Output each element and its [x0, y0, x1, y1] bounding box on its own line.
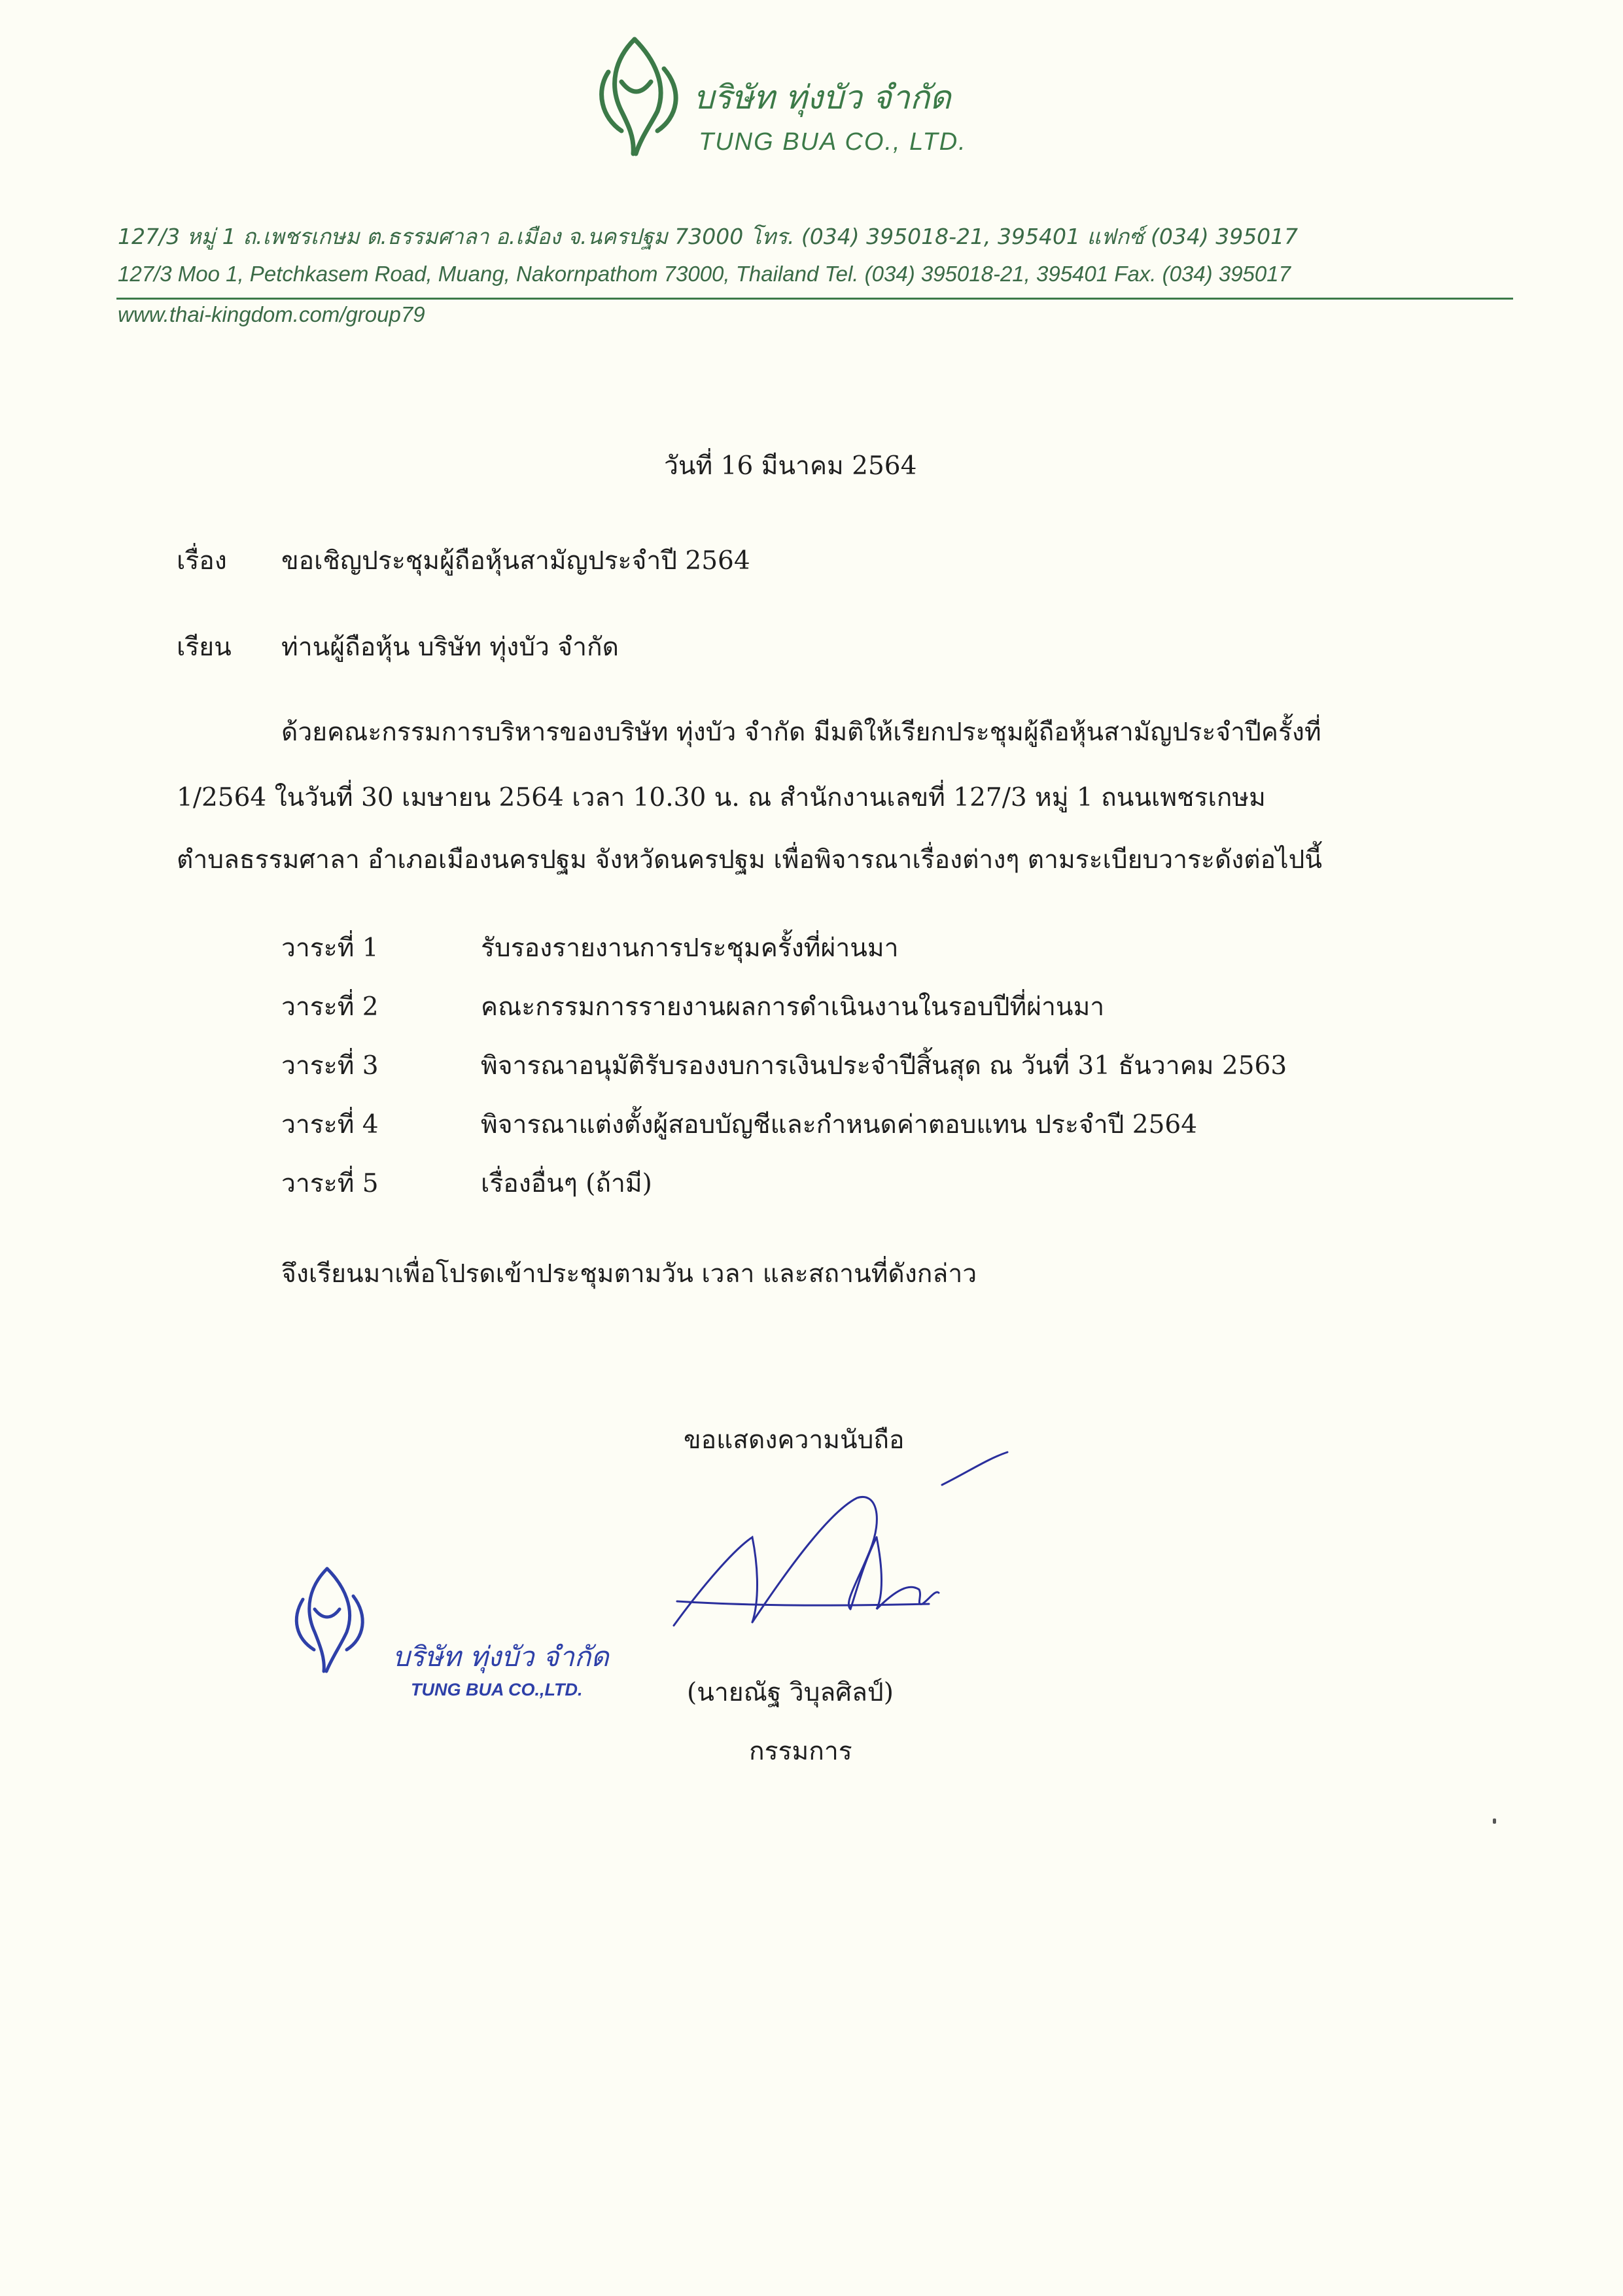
- stamp-company-name-en: TUNG BUA CO.,LTD.: [411, 1680, 583, 1699]
- company-name-en: TUNG BUA CO., LTD.: [699, 128, 967, 156]
- agenda-text-4: พิจารณาแต่งตั้งผู้สอบบัญชีและกำหนดค่าตอบแทน ประจำปี 2564: [481, 1110, 1198, 1139]
- letter-date: วันที่ 16 มีนาคม 2564: [664, 451, 917, 481]
- letterhead-divider: [116, 298, 1513, 300]
- agenda-text-5: เรื่องอื่นๆ (ถ้ามี): [481, 1169, 652, 1198]
- recipient-text: ท่านผู้ถือหุ้น บริษัท ทุ่งบัว จำกัด: [281, 633, 619, 662]
- subject-text: ขอเชิญประชุมผู้ถือหุ้นสามัญประจำปี 2564: [281, 546, 750, 576]
- handwritten-signature: [661, 1433, 1027, 1648]
- agenda-label-4: วาระที่ 4: [281, 1110, 379, 1139]
- subject-label: เรื่อง: [177, 546, 227, 576]
- stamp-lotus-icon: [291, 1563, 370, 1675]
- agenda-label-1: วาระที่ 1: [281, 933, 379, 963]
- scan-speck: [1493, 1818, 1496, 1824]
- recipient-label: เรียน: [177, 633, 232, 662]
- agenda-text-3: พิจารณาอนุมัติรับรองงบการเงินประจำปีสิ้นสุด ณ วันที่ 31 ธันวาคม 2563: [481, 1051, 1287, 1081]
- body-line-1: ด้วยคณะกรรมการบริหารของบริษัท ทุ่งบัว จำกัด มีมติให้เรียกประชุมผู้ถือหุ้นสามัญประจำปีครั้งที่: [281, 718, 1321, 747]
- signer-name: (นายณัฐ วิบุลศิลป์): [687, 1678, 894, 1707]
- stamp-company-name-th: บริษัท ทุ่งบัว จำกัด: [393, 1641, 609, 1673]
- lotus-logo-icon: [595, 33, 687, 157]
- agenda-text-1: รับรองรายงานการประชุมครั้งที่ผ่านมา: [481, 933, 899, 963]
- company-name-th: บริษัท ทุ่งบัว จำกัด: [693, 78, 951, 116]
- address-th: 127/3 หมู่ 1 ถ.เพชรเกษม ต.ธรรมศาลา อ.เมือง จ.นครปฐม 73000 โทร. (034) 395018-21, 395401 แฟกซ์ (034) 395017: [118, 224, 1299, 249]
- agenda-text-2: คณะกรรมการรายงานผลการดำเนินงานในรอบปีที่ผ่านมา: [481, 992, 1105, 1022]
- body-line-3: ตำบลธรรมศาลา อำเภอเมืองนครปฐม จังหวัดนครปฐม เพื่อพิจารณาเรื่องต่างๆ ตามระเบียบวาระดังต่อไปนี้: [177, 845, 1323, 875]
- signer-position: กรรมการ: [749, 1737, 852, 1766]
- agenda-label-5: วาระที่ 5: [281, 1169, 379, 1198]
- agenda-label-2: วาระที่ 2: [281, 992, 379, 1022]
- agenda-label-3: วาระที่ 3: [281, 1051, 379, 1081]
- body-line-2: 1/2564 ในวันที่ 30 เมษายน 2564 เวลา 10.30 น. ณ สำนักงานเลขที่ 127/3 หมู่ 1 ถนนเพชรเกษม: [177, 783, 1266, 812]
- website-link[interactable]: www.thai-kingdom.com/group79: [118, 302, 425, 326]
- closing-sentence: จึงเรียนมาเพื่อโปรดเข้าประชุมตามวัน เวลา และสถานที่ดังกล่าว: [281, 1259, 977, 1289]
- complimentary-close: ขอแสดงความนับถือ: [684, 1425, 905, 1455]
- address-en: 127/3 Moo 1, Petchkasem Road, Muang, Nakornpathom 73000, Thailand Tel. (034) 395018-21, 395401 Fax. (034) 395017: [118, 262, 1291, 286]
